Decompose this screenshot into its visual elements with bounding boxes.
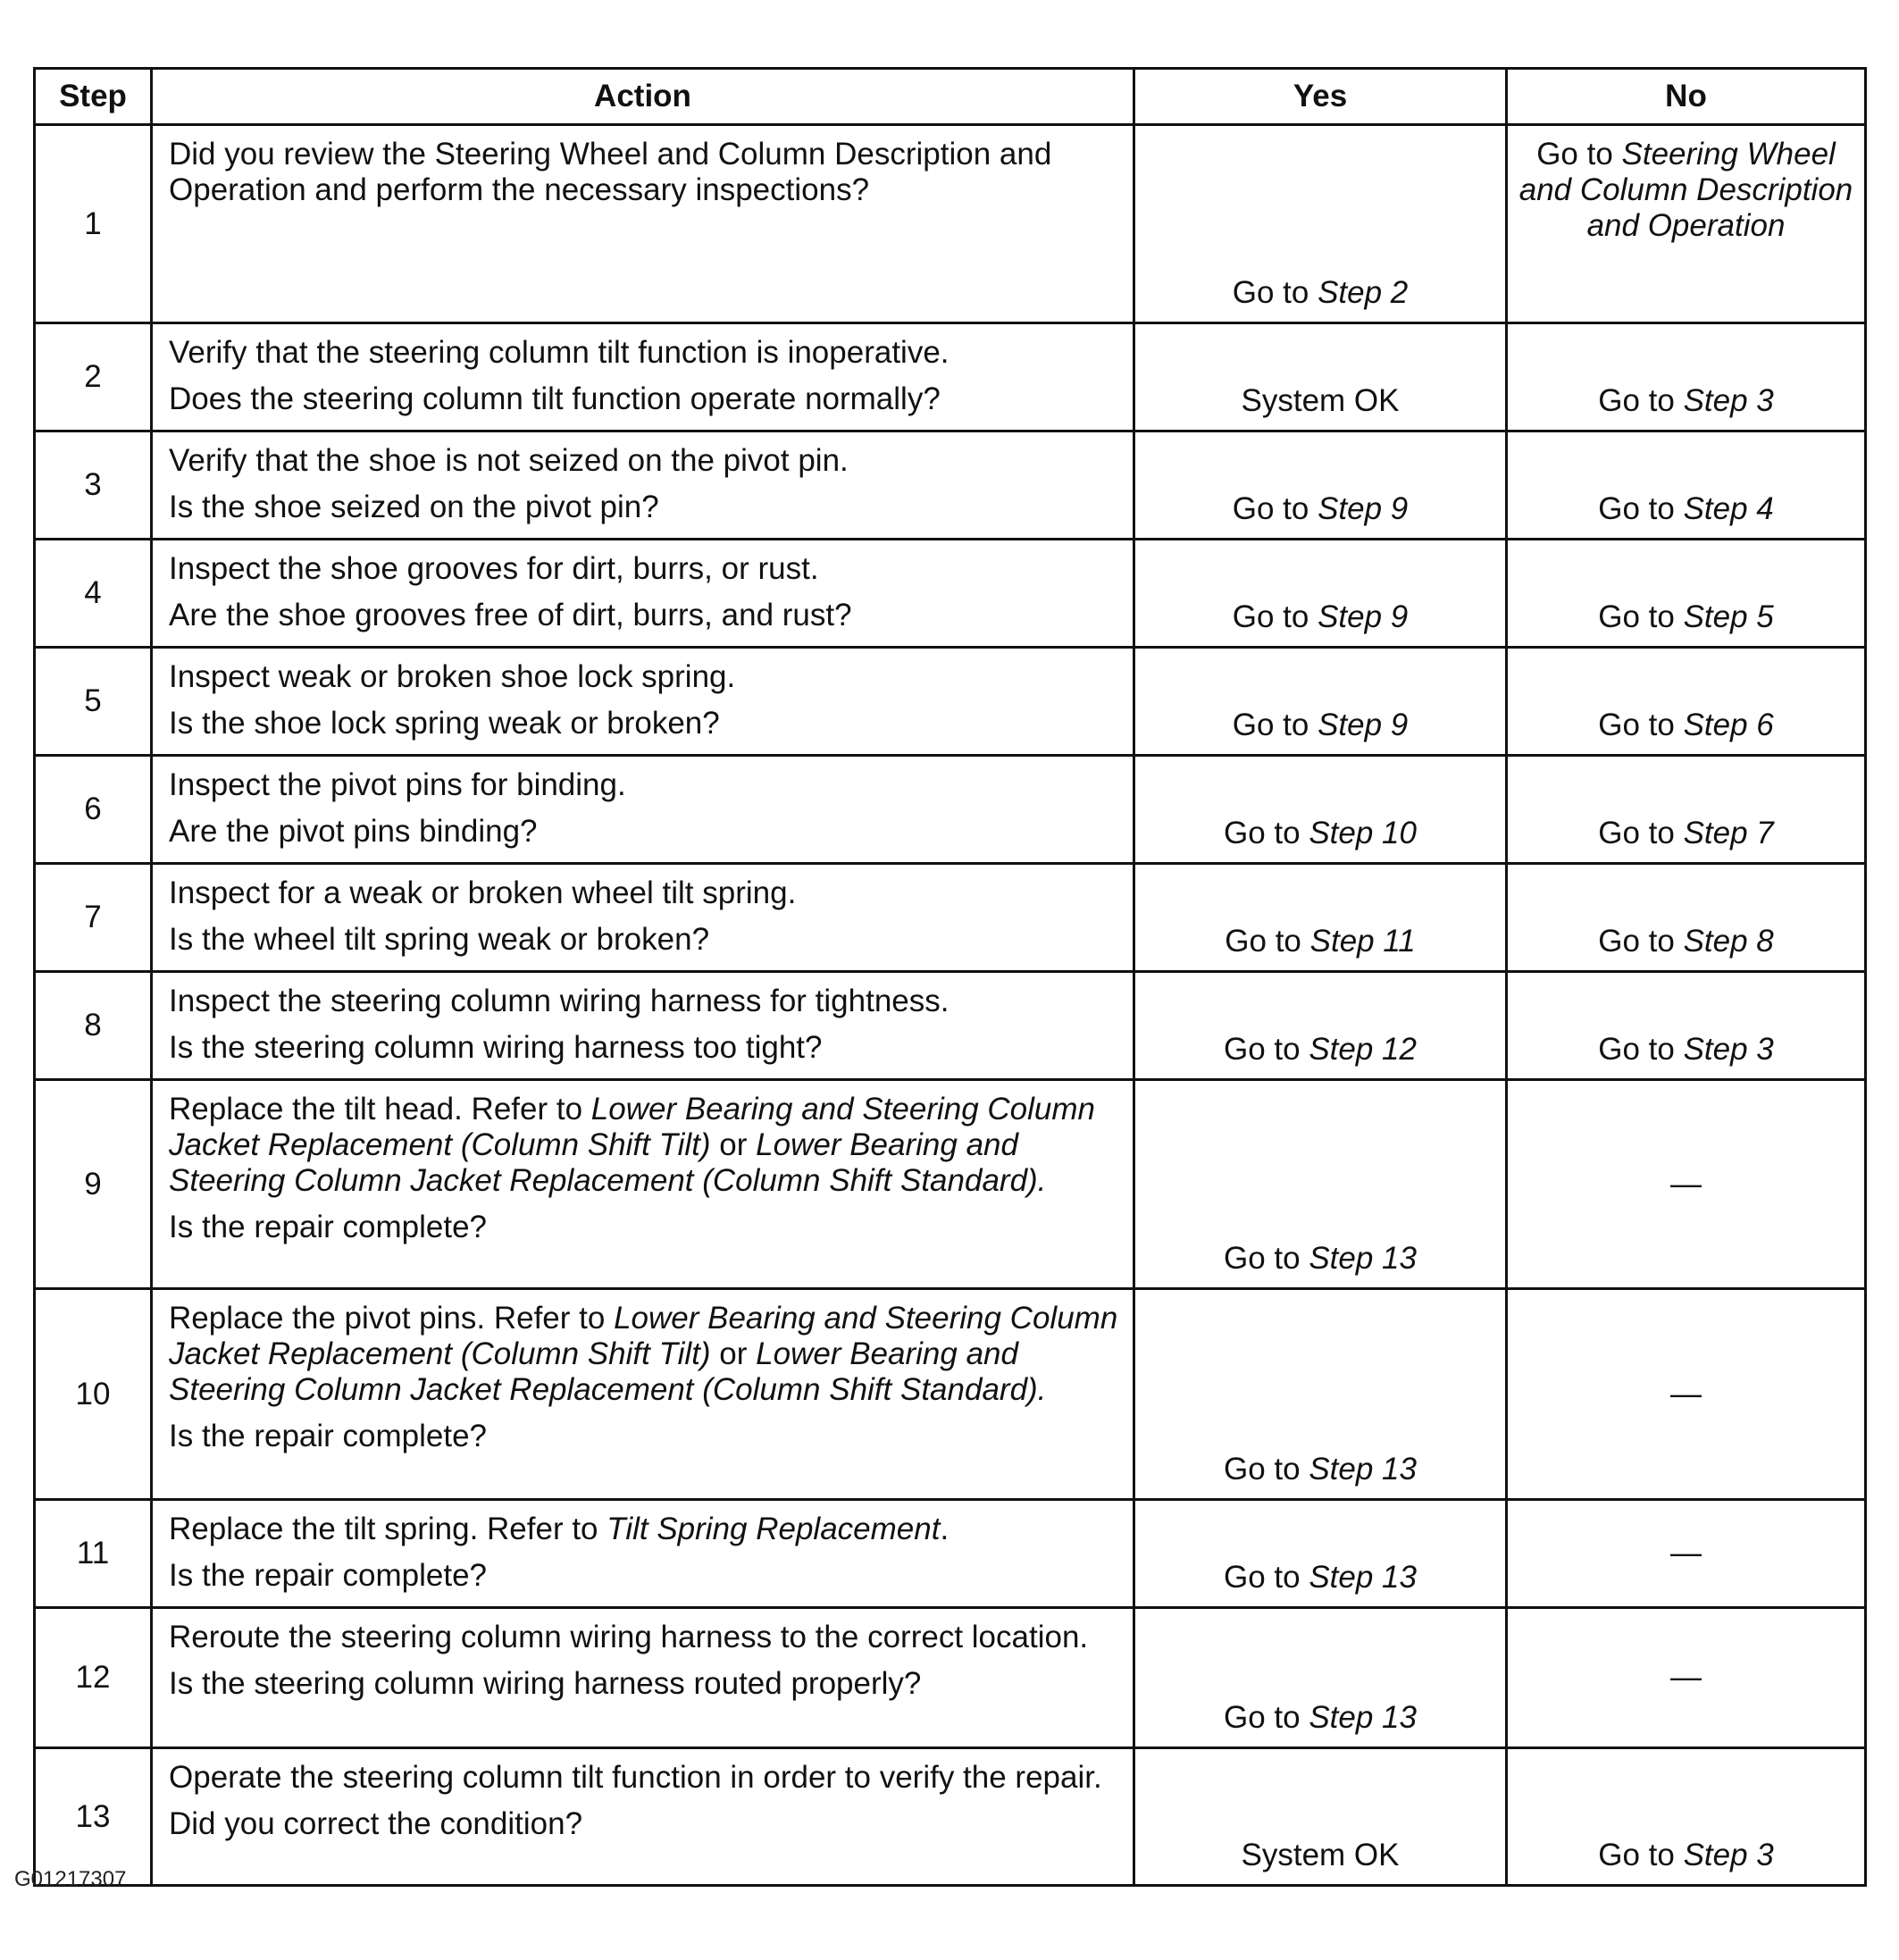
figure-id: G01217307 — [14, 1867, 127, 1891]
table-row — [35, 1748, 1866, 1886]
yes-result-target: Step 13 — [1309, 1560, 1417, 1595]
no-result-target: Step 7 — [1683, 816, 1774, 850]
procedure-reference: Lower Bearing and Steering Column Jacket Replacement (Column Shift Tilt) — [169, 1301, 1118, 1371]
instruction-text: Inspect the shoe grooves for dirt, burrs, or rust. — [169, 551, 819, 586]
procedure-reference: Tilt Spring Replacement — [607, 1512, 941, 1546]
no-result-text: — — [1670, 1166, 1702, 1202]
action-cell — [152, 323, 1134, 431]
no-result — [1507, 1748, 1866, 1886]
procedure-reference: Lower Bearing and Steering Column Jacket Replacement (Column Shift Tilt) — [169, 1092, 1096, 1162]
action-cell — [152, 1080, 1134, 1289]
yes-result — [1134, 648, 1507, 756]
action-instruction — [169, 875, 1118, 911]
yes-result — [1134, 323, 1507, 431]
header-yes: Yes — [1134, 69, 1507, 125]
no-result — [1507, 540, 1866, 648]
table-row — [35, 1608, 1866, 1748]
yes-result-target: Step 13 — [1309, 1452, 1417, 1487]
action-instruction — [169, 1512, 1118, 1547]
table-row — [35, 1289, 1866, 1500]
step-number: 10 — [35, 1289, 152, 1500]
step-number: 2 — [35, 323, 152, 431]
action-cell — [152, 756, 1134, 864]
yes-result-target: Step 9 — [1318, 491, 1409, 526]
no-result — [1507, 125, 1866, 323]
no-result — [1507, 323, 1866, 431]
yes-result — [1134, 1748, 1507, 1886]
table-body — [35, 125, 1866, 1886]
no-result-target: Step 3 — [1683, 1838, 1774, 1872]
action-question: Is the steering column wiring harness routed properly? — [169, 1666, 922, 1701]
step-number: 11 — [35, 1500, 152, 1608]
yes-result — [1134, 1080, 1507, 1289]
no-result-text: Go to — [1598, 383, 1684, 418]
step-number: 1 — [35, 125, 152, 323]
action-question: Did you correct the condition? — [169, 1806, 583, 1841]
yes-result — [1134, 1289, 1507, 1500]
instruction-text: Operate the steering column tilt function in order to verify the repair. — [169, 1760, 1102, 1795]
action-question: Does the steering column tilt function operate normally? — [169, 381, 941, 416]
no-result-text: Go to — [1598, 816, 1684, 850]
step-number: 5 — [35, 648, 152, 756]
action-question: Is the wheel tilt spring weak or broken? — [169, 922, 710, 957]
table-row — [35, 972, 1866, 1080]
no-result-target: Step 4 — [1683, 491, 1774, 526]
action-instruction — [169, 984, 1118, 1019]
table-row — [35, 648, 1866, 756]
yes-result-text: Go to — [1225, 924, 1310, 959]
action-instruction — [169, 137, 1118, 208]
yes-result-text: Go to — [1224, 1452, 1309, 1487]
action-instruction — [169, 659, 1118, 695]
yes-result — [1134, 1608, 1507, 1748]
table-row — [35, 756, 1866, 864]
table-row — [35, 1080, 1866, 1289]
action-instruction — [169, 335, 1118, 371]
no-result-text: — — [1670, 1376, 1702, 1411]
table-row — [35, 540, 1866, 648]
procedure-reference: Lower Bearing and Steering Column Jacket Replacement (Column Shift Standard). — [169, 1336, 1047, 1407]
instruction-text: Verify that the steering column tilt function is inoperative. — [169, 335, 950, 370]
table-row — [35, 864, 1866, 972]
yes-result-text: Go to — [1224, 1700, 1309, 1735]
action-instruction — [169, 551, 1118, 587]
no-result-text: Go to — [1598, 491, 1684, 526]
no-result — [1507, 864, 1866, 972]
no-result — [1507, 972, 1866, 1080]
yes-result — [1134, 1500, 1507, 1608]
step-number: 3 — [35, 431, 152, 540]
no-result — [1507, 1608, 1866, 1748]
instruction-text: Inspect the pivot pins for binding. — [169, 767, 626, 802]
yes-result — [1134, 431, 1507, 540]
instruction-text: Inspect for a weak or broken wheel tilt spring. — [169, 875, 797, 910]
action-cell — [152, 125, 1134, 323]
action-question: Is the repair complete? — [169, 1210, 488, 1244]
yes-result-target: Step 2 — [1318, 275, 1409, 310]
action-question: Is the shoe seized on the pivot pin? — [169, 490, 659, 524]
yes-result-text: Go to — [1232, 599, 1318, 634]
yes-result-text: Go to — [1224, 1241, 1309, 1276]
yes-result — [1134, 864, 1507, 972]
yes-result-text: System OK — [1241, 1838, 1400, 1872]
table-header — [35, 69, 1866, 125]
no-result — [1507, 431, 1866, 540]
yes-result-text: Go to — [1232, 491, 1318, 526]
action-instruction — [169, 1092, 1118, 1199]
action-cell — [152, 1608, 1134, 1748]
action-question: Is the repair complete? — [169, 1558, 488, 1593]
no-result — [1507, 648, 1866, 756]
action-question: Are the pivot pins binding? — [169, 814, 538, 849]
yes-result-target: Step 11 — [1309, 924, 1416, 959]
no-result-target: Step 3 — [1683, 1032, 1774, 1067]
yes-result-target: Step 10 — [1309, 816, 1417, 850]
action-question: Is the steering column wiring harness too tight? — [169, 1030, 823, 1065]
header-action: Action — [152, 69, 1134, 125]
action-cell — [152, 431, 1134, 540]
no-result-text: Go to — [1598, 924, 1684, 959]
header-no: No — [1507, 69, 1866, 125]
yes-result — [1134, 972, 1507, 1080]
yes-result — [1134, 756, 1507, 864]
no-result-target: Steering Wheel and Column Description and Operation — [1518, 137, 1853, 243]
action-instruction — [169, 1620, 1118, 1655]
step-number: 6 — [35, 756, 152, 864]
action-cell — [152, 1748, 1134, 1886]
action-cell — [152, 648, 1134, 756]
diagnostic-table — [33, 67, 1867, 1887]
instruction-text: Replace the tilt spring. Refer to — [169, 1512, 607, 1546]
action-instruction — [169, 767, 1118, 803]
no-result — [1507, 756, 1866, 864]
instruction-text: Replace the pivot pins. Refer to — [169, 1301, 615, 1336]
no-result-text: Go to — [1598, 599, 1684, 634]
yes-result-text: System OK — [1241, 383, 1400, 418]
action-instruction — [169, 443, 1118, 479]
step-number: 9 — [35, 1080, 152, 1289]
no-result-target: Step 5 — [1683, 599, 1774, 634]
step-number: 12 — [35, 1608, 152, 1748]
action-cell — [152, 540, 1134, 648]
step-number: 7 — [35, 864, 152, 972]
yes-result — [1134, 125, 1507, 323]
yes-result-target: Step 13 — [1309, 1700, 1417, 1735]
table-row — [35, 1500, 1866, 1608]
yes-result-text: Go to — [1232, 275, 1318, 310]
no-result — [1507, 1289, 1866, 1500]
yes-result-target: Step 9 — [1318, 708, 1409, 742]
instruction-text: Inspect the steering column wiring harness for tightness. — [169, 984, 950, 1018]
instruction-text: or — [710, 1127, 757, 1162]
action-cell — [152, 1500, 1134, 1608]
yes-result-text: Go to — [1224, 816, 1309, 850]
no-result-target: Step 6 — [1683, 708, 1774, 742]
no-result — [1507, 1080, 1866, 1289]
no-result-text: Go to — [1598, 1032, 1684, 1067]
action-question: Is the shoe lock spring weak or broken? — [169, 706, 720, 741]
action-question: Is the repair complete? — [169, 1419, 488, 1453]
no-result-target: Step 8 — [1683, 924, 1774, 959]
step-number: 8 — [35, 972, 152, 1080]
header-step: Step — [35, 69, 152, 125]
action-cell — [152, 972, 1134, 1080]
table-row — [35, 125, 1866, 323]
instruction-text: Replace the tilt head. Refer to — [169, 1092, 591, 1127]
yes-result-text: Go to — [1224, 1032, 1309, 1067]
no-result-text: Go to — [1536, 137, 1622, 172]
action-cell — [152, 1289, 1134, 1500]
instruction-text: Did you review the Steering Wheel and Column Description and Operation and perform the necessary inspections? — [169, 137, 1052, 207]
no-result-target: Step 3 — [1683, 383, 1774, 418]
instruction-text: Inspect weak or broken shoe lock spring. — [169, 659, 736, 694]
yes-result — [1134, 540, 1507, 648]
instruction-text: Reroute the steering column wiring harness to the correct location. — [169, 1620, 1089, 1654]
procedure-reference: Lower Bearing and Steering Column Jacket Replacement (Column Shift Standard). — [169, 1127, 1047, 1198]
header-row — [35, 69, 1866, 125]
no-result — [1507, 1500, 1866, 1608]
instruction-text: Verify that the shoe is not seized on the pivot pin. — [169, 443, 849, 478]
yes-result-target: Step 9 — [1318, 599, 1409, 634]
yes-result-target: Step 12 — [1309, 1032, 1417, 1067]
step-number: 13 — [35, 1748, 152, 1886]
yes-result-text: Go to — [1232, 708, 1318, 742]
action-question: Are the shoe grooves free of dirt, burrs, and rust? — [169, 598, 852, 632]
no-result-text: — — [1670, 1660, 1702, 1695]
action-instruction — [169, 1760, 1118, 1796]
yes-result-target: Step 13 — [1309, 1241, 1417, 1276]
no-result-text: Go to — [1598, 1838, 1684, 1872]
instruction-text: . — [940, 1512, 950, 1546]
no-result-text: Go to — [1598, 708, 1684, 742]
table-row — [35, 431, 1866, 540]
yes-result-text: Go to — [1224, 1560, 1309, 1595]
no-result-text: — — [1670, 1536, 1702, 1571]
action-instruction — [169, 1301, 1118, 1408]
table-row — [35, 323, 1866, 431]
step-number: 4 — [35, 540, 152, 648]
instruction-text: or — [710, 1336, 757, 1371]
action-cell — [152, 864, 1134, 972]
